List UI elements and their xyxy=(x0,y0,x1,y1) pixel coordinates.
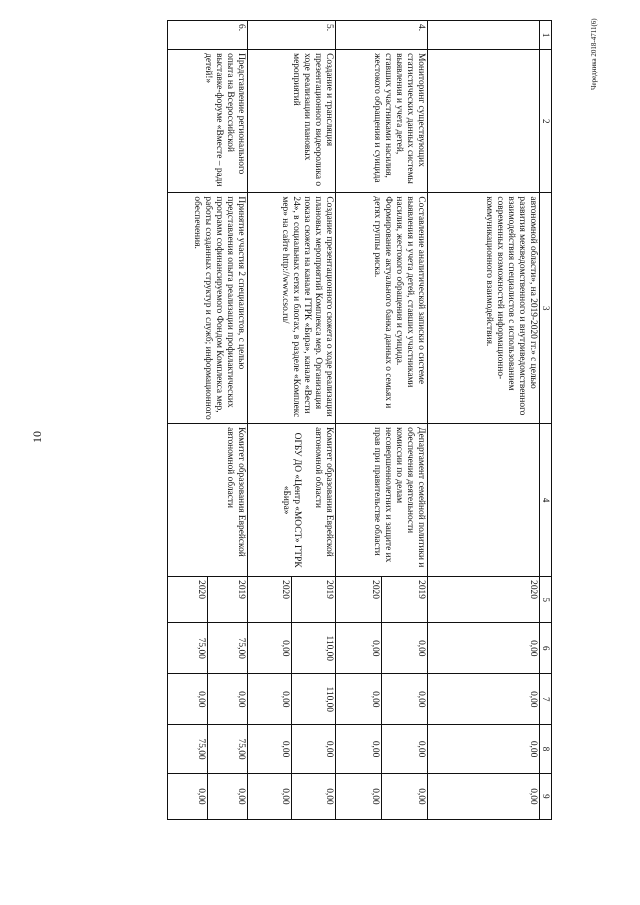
value-cell: 0,00 xyxy=(428,773,540,819)
row-number-cell xyxy=(428,21,540,50)
rotated-table-wrapper xyxy=(167,20,552,820)
executor-cell: Комитет образования Еврейской автономной области xyxy=(168,424,248,577)
value-cell: 0,00 xyxy=(428,725,540,774)
value-cell: 0,00 xyxy=(248,773,292,819)
table-row xyxy=(292,21,336,820)
value-cell: 75,00 xyxy=(208,623,248,674)
year-cell: 2019 xyxy=(382,577,428,623)
value-cell: 110,00 xyxy=(292,623,336,674)
header-cell: 2 xyxy=(540,50,552,193)
year-cell: 2019 xyxy=(208,577,248,623)
executor-cell xyxy=(248,424,336,577)
measures-table xyxy=(167,20,552,820)
year-cell: 2020 xyxy=(336,577,382,623)
year-cell: 2020 xyxy=(248,577,292,623)
activity-cell: Создание презентационного сюжета о ходе реализации плановых мероприятий Комплекса мер. Организация показа сюжета на канале ГТРК «Бира», канале «Вести 24», в социальных сетях и блогах, в разделе «Комплекс мер» на сайте http://www.cso.ru/ xyxy=(248,193,336,424)
value-cell: 0,00 xyxy=(248,623,292,674)
table-row xyxy=(208,21,248,820)
header-cell: 4 xyxy=(540,424,552,577)
executor-cell: Департамент семейной политики и обеспечения деятельности комиссии по делам несовершеннолетних и защите их прав при правительстве области xyxy=(336,424,428,577)
value-cell: 0,00 xyxy=(382,773,428,819)
activity-text: Составление аналитической записки о системе выявления и учета детей, ставших участниками насилия, жестокого обращения и суицида. xyxy=(394,196,427,388)
value-cell: 0,00 xyxy=(382,623,428,674)
activity-cell: Принятие участия 2 специалистов, с целью представления опыта реализации профилактических программ софинансируемого Фондом Комплекса мер, работы созданных структур и служб; информационного обеспечения. xyxy=(168,193,248,424)
activity-cell xyxy=(336,193,428,424)
table-row xyxy=(382,21,428,820)
footer-text: Чередника 2018-4711(6) xyxy=(590,18,598,90)
value-cell: 0,00 xyxy=(208,773,248,819)
header-cell: 7 xyxy=(540,674,552,725)
value-cell: 110,00 xyxy=(292,674,336,725)
header-cell: 8 xyxy=(540,725,552,774)
header-cell: 9 xyxy=(540,773,552,819)
measure-name-cell xyxy=(428,50,540,193)
row-number-cell: 5. xyxy=(248,21,336,50)
value-cell: 0,00 xyxy=(248,725,292,774)
row-number-cell: 6. xyxy=(168,21,248,50)
year-cell: 2020 xyxy=(168,577,208,623)
value-cell: 0,00 xyxy=(336,674,382,725)
table-row-continuation xyxy=(428,21,540,820)
value-cell: 0,00 xyxy=(168,773,208,819)
value-cell: 75,00 xyxy=(168,725,208,774)
measure-name-cell: Представление регионального опыта на Всероссийской выставке-форуме «Вместе – ради детей!» xyxy=(168,50,248,193)
executor-text: ОГБУ ДО «Центр «МОСТ» ГТРК «Бира» xyxy=(281,432,303,568)
year-cell: 2019 xyxy=(292,577,336,623)
activity-cell: автономной области», на 2019-2020 гг.» с целью развития межведомственного и внутриведомственного взаимодействия специалистов с использованием современных возможностей информационно-коммуникационного взаимодействия. xyxy=(428,193,540,424)
measure-name-cell: Создание и трансляция презентационного видеоролика о ходе реализации плановых мероприятий xyxy=(248,50,336,193)
value-cell: 0,00 xyxy=(336,773,382,819)
page-number: 10 xyxy=(30,431,44,443)
year-cell: 2020 xyxy=(428,577,540,623)
header-row xyxy=(540,21,552,820)
header-cell: 6 xyxy=(540,623,552,674)
value-cell: 0,00 xyxy=(248,674,292,725)
value-cell: 75,00 xyxy=(208,725,248,774)
value-cell: 0,00 xyxy=(382,674,428,725)
header-cell: 1 xyxy=(540,21,552,50)
header-cell: 3 xyxy=(540,193,552,424)
executor-cell xyxy=(428,424,540,577)
executor-text: Комитет образования Еврейской автономной области xyxy=(313,427,335,557)
value-cell: 0,00 xyxy=(428,674,540,725)
row-number-cell: 4. xyxy=(336,21,428,50)
value-cell: 0,00 xyxy=(168,674,208,725)
value-cell: 0,00 xyxy=(382,725,428,774)
value-cell: 0,00 xyxy=(292,773,336,819)
measure-name-cell: Мониторинг существующих статистических данных системы выявления и учета детей, ставших участниками насилия, жестокого обращения и суицида xyxy=(336,50,428,193)
value-cell: 0,00 xyxy=(292,725,336,774)
header-cell: 5 xyxy=(540,577,552,623)
value-cell: 0,00 xyxy=(428,623,540,674)
value-cell: 75,00 xyxy=(168,623,208,674)
value-cell: 0,00 xyxy=(336,623,382,674)
value-cell: 0,00 xyxy=(336,725,382,774)
activity-text: Формирование актуального банка данных о семьях и детях группы риска. xyxy=(372,196,394,409)
value-cell: 0,00 xyxy=(208,674,248,725)
